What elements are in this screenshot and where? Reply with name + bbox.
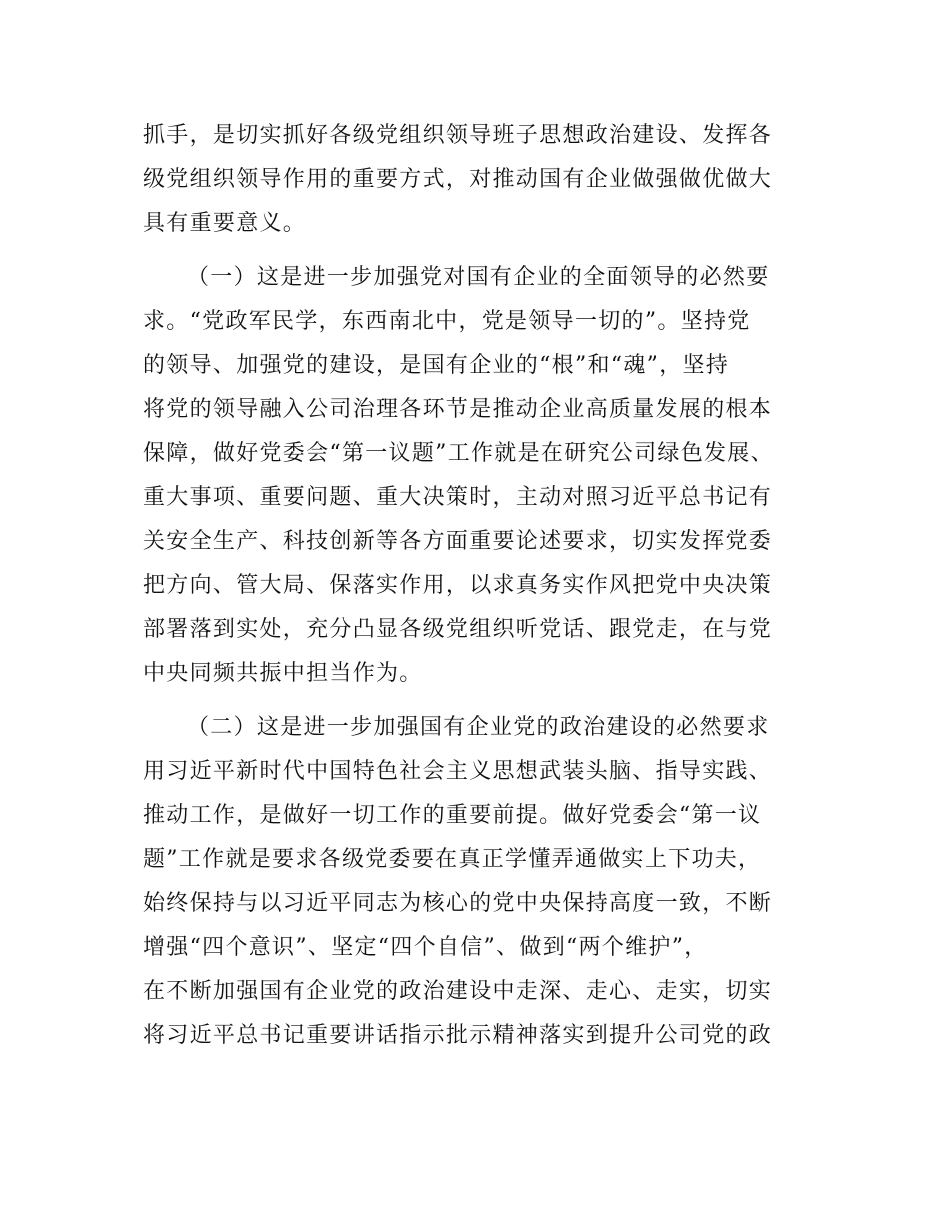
paragraph-1-line-0: （一）这是进一步加强党对国有企业的全面领导的必然要 (187, 265, 770, 290)
paragraph-1-line-2: 的领导、加强党的建设，是国有企业的“根”和“魂”，坚持 (143, 353, 730, 378)
paragraph-2-line-3: 题”工作就是要求各级党委要在真正学懂弄通做实上下功夫， (143, 847, 762, 872)
paragraph-2-line-5: 增强“四个意识”、坚定“四个自信”、做到“两个维护”， (143, 935, 708, 960)
paragraph-1-line-1: 求。“党政军民学，东西南北中，党是领导一切的”。坚持党 (143, 309, 751, 334)
paragraph-2-line-1: 用习近平新时代中国特色社会主义思想武装头脑、指导实践、 (143, 759, 773, 784)
paragraph-1-line-5: 重大事项、重要问题、重大决策时，主动对照习近平总书记有 (143, 485, 773, 510)
paragraph-2-line-6: 在不断加强国有企业党的政治建设中走深、走心、走实，切实 (143, 979, 773, 1004)
paragraph-1-line-6: 关安全生产、科技创新等各方面重要论述要求，切实发挥党委 (143, 529, 773, 554)
paragraph-1-line-8: 部署落到实处，充分凸显各级党组织听党话、跟党走，在与党 (143, 617, 773, 642)
paragraph-2-line-2: 推动工作，是做好一切工作的重要前提。做好党委会“第一议 (143, 803, 762, 828)
paragraph-0-line-0: 抓手，是切实抓好各级党组织领导班子思想政治建设、发挥各 (143, 123, 773, 148)
paragraph-1-line-9: 中央同频共振中担当作为。 (143, 661, 423, 686)
paragraph-1-line-4: 保障，做好党委会“第一议题”工作就是在研究公司绿色发展、 (143, 441, 774, 466)
paragraph-2-line-4: 始终保持与以习近平同志为核心的党中央保持高度一致，不断 (143, 891, 773, 916)
paragraph-2-line-7: 将习近平总书记重要讲话指示批示精神落实到提升公司党的政 (143, 1023, 773, 1048)
paragraph-1-line-3: 将党的领导融入公司治理各环节是推动企业高质量发展的根本 (143, 397, 773, 422)
paragraph-1-line-7: 把方向、管大局、保落实作用，以求真务实作风把党中央决策 (143, 573, 773, 598)
paragraph-0-line-2: 具有重要意义。 (143, 211, 307, 236)
paragraph-2-line-0: （二）这是进一步加强国有企业党的政治建设的必然要求 (187, 715, 770, 740)
paragraph-0-line-1: 级党组织领导作用的重要方式，对推动国有企业做强做优做大 (143, 167, 773, 192)
